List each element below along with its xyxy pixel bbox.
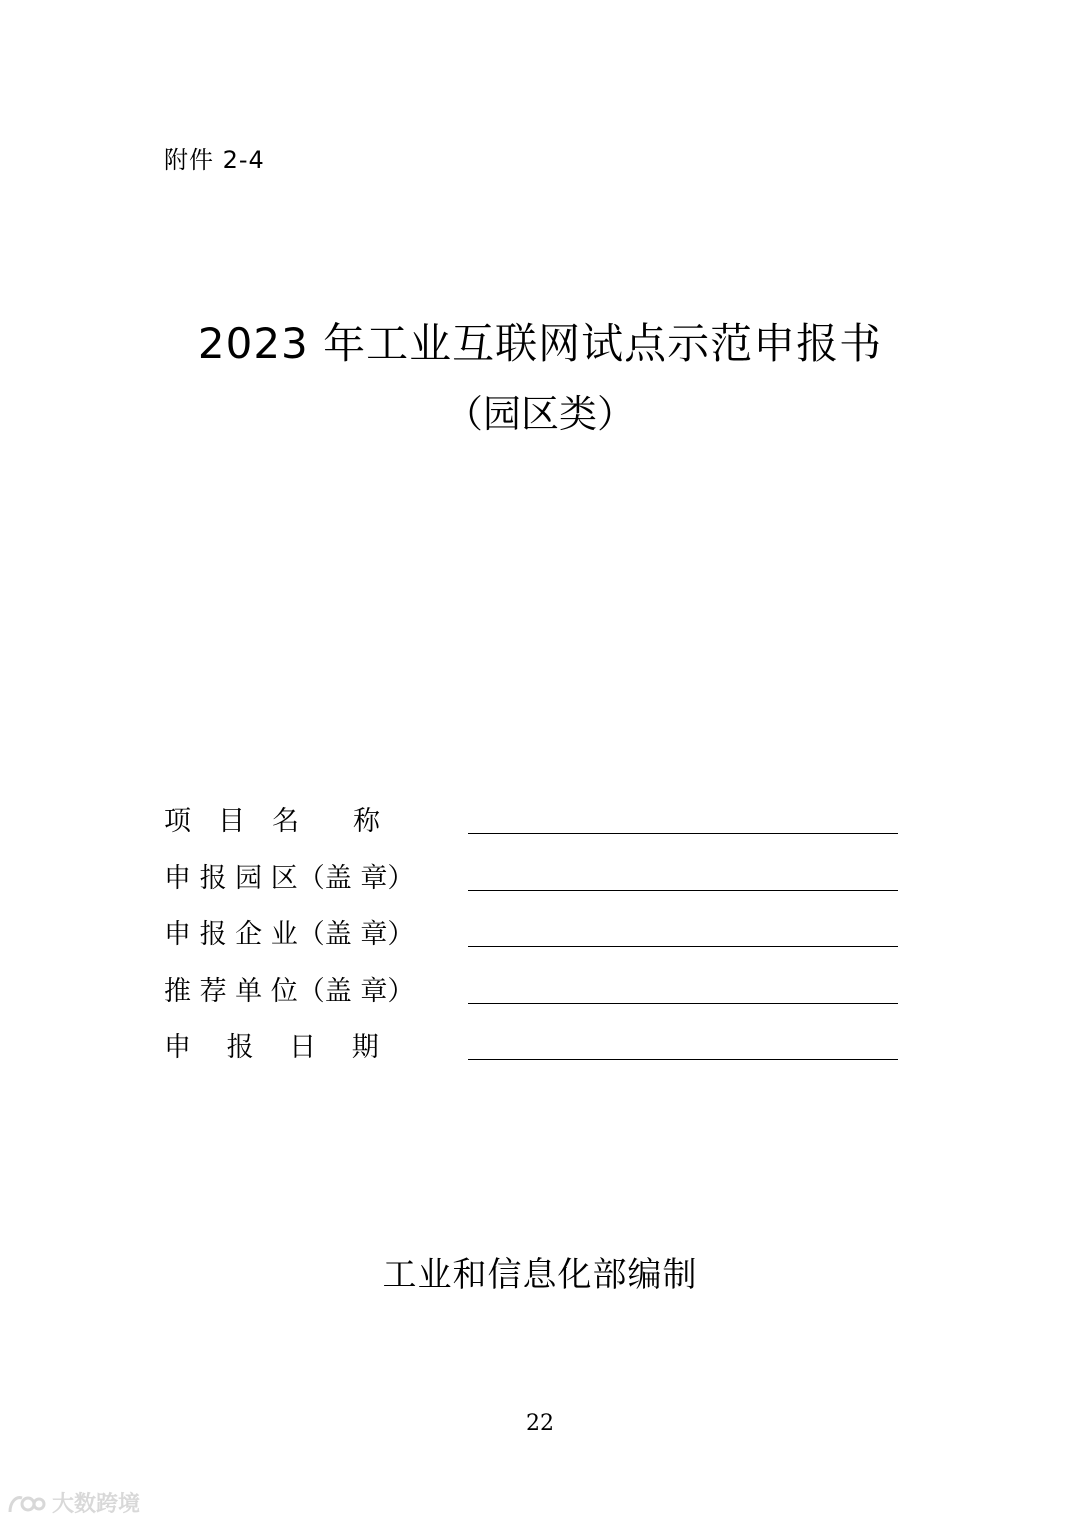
field-label: 申 报 园 区（盖 章） bbox=[164, 862, 415, 894]
blank-line bbox=[468, 946, 898, 947]
publisher: 工业和信息化部编制 bbox=[382, 1255, 698, 1295]
page-number: 22 bbox=[526, 1411, 554, 1436]
field-label: 申 报 企 业（盖 章） bbox=[164, 919, 415, 950]
logo-icon bbox=[6, 1492, 46, 1518]
field-project-name bbox=[164, 800, 900, 857]
blank-line bbox=[468, 1059, 898, 1060]
watermark-text: 大数跨境 bbox=[52, 1492, 141, 1517]
field-applicant-enterprise bbox=[164, 913, 900, 970]
field-label: 推 荐 单 位（盖 章） bbox=[164, 975, 415, 1007]
field-recommending-unit bbox=[164, 970, 900, 1027]
attachment-label: 附件 2-4 bbox=[164, 146, 265, 174]
field-applicant-park bbox=[164, 857, 900, 914]
blank-line bbox=[468, 890, 898, 891]
field-label: 申 报 日 期 bbox=[164, 1032, 379, 1063]
blank-line bbox=[468, 833, 898, 834]
application-form bbox=[164, 800, 900, 1083]
field-label: 项 目 名 称 bbox=[164, 806, 380, 837]
field-application-date bbox=[164, 1026, 900, 1083]
document-subtitle: （园区类） bbox=[444, 392, 635, 436]
blank-line bbox=[468, 1003, 898, 1004]
watermark bbox=[6, 1492, 140, 1518]
document-title: 2023 年工业互联网试点示范申报书 bbox=[197, 319, 883, 368]
